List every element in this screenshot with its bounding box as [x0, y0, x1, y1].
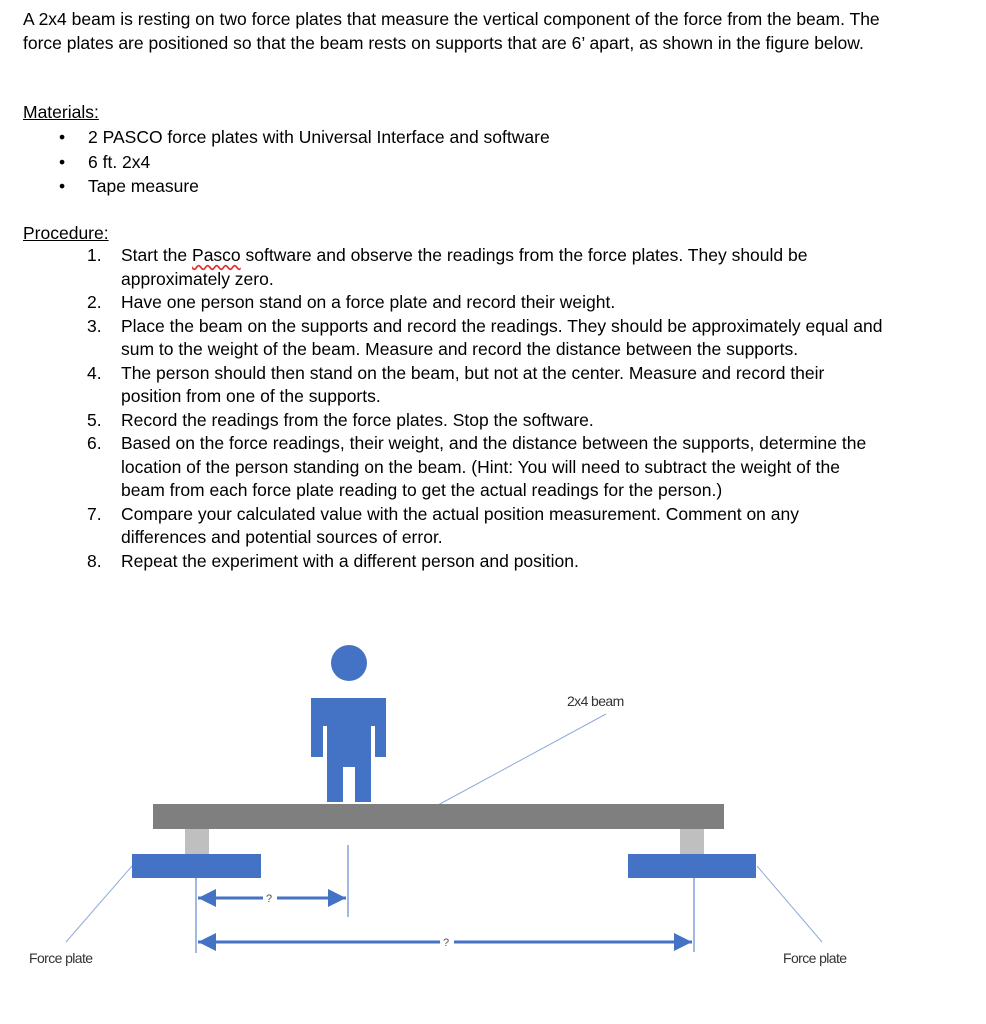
step-text: Record the readings from the force plates. Stop the software. [121, 409, 594, 430]
span-dimension-label: ? [443, 937, 450, 949]
right-force-plate [628, 854, 756, 878]
step-number: 6. [87, 433, 102, 453]
materials-list [59, 125, 550, 199]
step-number: 1. [87, 245, 102, 265]
beam-leader-line [438, 714, 606, 805]
step-text: Compare your calculated value with the actual position measurement. Comment on any differences and potential sources of error. [121, 503, 799, 547]
list-item [87, 503, 887, 550]
step-number: 7. [87, 503, 102, 524]
step-number: 3. [87, 315, 102, 336]
list-item: • 2 PASCO force plates with Universal Interface and software [59, 125, 550, 150]
person-body [311, 698, 386, 802]
position-dimension-label: ? [266, 893, 273, 905]
list-item [87, 244, 887, 291]
beam [153, 804, 724, 829]
list-item [87, 432, 887, 503]
person-icon [311, 645, 386, 802]
list-item [87, 550, 887, 574]
step-text: Start the Pasco software and observe the readings from the force plates. They should be approximately zero. [121, 245, 808, 289]
right-plate-leader-line [757, 866, 822, 942]
list-item [87, 315, 887, 362]
list-item: • 6 ft. 2x4 [59, 150, 550, 175]
beam-diagram [0, 630, 986, 1024]
step-number: 2. [87, 292, 102, 312]
right-plate-label: Force plate [783, 950, 847, 966]
intro-paragraph: A 2x4 beam is resting on two force plates that measure the vertical component of the force from the beam. The force plates are positioned so that the beam rests on supports that are 6’ apart, as shown in the figure below. [23, 9, 880, 53]
materials-heading: Materials: [23, 102, 99, 122]
list-item [87, 291, 887, 315]
left-plate-leader-line [66, 866, 132, 942]
list-item [87, 362, 887, 409]
list-item: • Tape measure [59, 174, 550, 199]
left-force-plate [132, 854, 261, 878]
step-text: Have one person stand on a force plate and record their weight. [121, 292, 616, 312]
left-support [185, 829, 209, 854]
left-plate-label: Force plate [29, 950, 93, 966]
step-text: Place the beam on the supports and record the readings. They should be approximately equal and sum to the weight of the beam. Measure and record the distance between the supports. [121, 315, 883, 359]
list-item [87, 409, 887, 433]
procedure-list [87, 244, 887, 573]
step-number: 5. [87, 409, 102, 430]
spellcheck-word[interactable]: Pasco [192, 245, 241, 265]
step-number: 4. [87, 362, 102, 383]
step-number: 8. [87, 550, 102, 571]
beam-label: 2x4 beam [567, 693, 624, 709]
right-support [680, 829, 704, 854]
procedure-heading: Procedure: [23, 223, 109, 243]
person-head [331, 645, 367, 681]
step-text: Repeat the experiment with a different person and position. [121, 550, 579, 571]
step-text: Based on the force readings, their weight, and the distance between the supports, determine the location of the person standing on the beam. (Hint: You will need to subtract the weight of the beam from each force plate reading to get the actual readings for the person.) [121, 433, 867, 500]
step-text: The person should then stand on the beam, but not at the center. Measure and record their position from one of the supports. [121, 362, 825, 406]
